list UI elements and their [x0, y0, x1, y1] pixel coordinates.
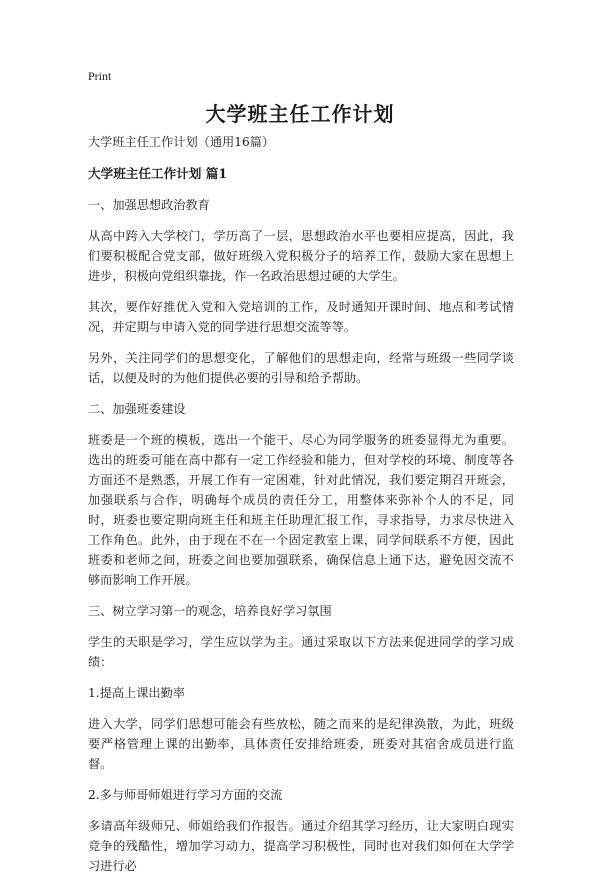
paragraph-3: 另外，关注同学们的思想变化，了解他们的思想走向，经常与班级一些同学谈话，以便及时的为他们提供必要的引导和给予帮助。: [88, 351, 514, 385]
section-title: 大学班主任工作计划 篇1: [88, 166, 228, 181]
subheading-2: 2.多与师哥师姐进行学习方面的交流: [88, 788, 283, 802]
subheading-1: 1.提高上课出勤率: [88, 686, 185, 700]
paragraph-7: 多请高年级师兄、师姐给我们作报告。通过介绍其学习经历，让大家明白现实竞争的残酷性，增加学习动力，提高学习积极性，同时也对我们如何在大学学习进行必: [88, 819, 514, 873]
section-heading-3: 三、树立学习第一的观念，培养良好学习氛围: [88, 604, 332, 618]
paragraph-1: 从高中跨入大学校门，学历高了一层，思想政治水平也要相应提高，因此，我们要积极配合党支部，做好班级入党积极分子的培养工作，鼓励大家在思想上进步，积极向党组织靠拢，作一名政治思想过硬的大学生。: [88, 229, 514, 283]
paragraph-6: 进入大学，同学们思想可能会有些放松，随之而来的是纪律涣散，为此，班级要严格管理上课的出勤率，具体责任安排给班委，班委对其宿舍成员进行监督。: [88, 717, 514, 771]
section-heading-1: 一、加强思想政治教育: [88, 198, 210, 212]
document-subtitle: 大学班主任工作计划（通用16篇）: [88, 135, 275, 149]
paragraph-2: 其次，要作好推优入党和入党培训的工作，及时通知开课时间、地点和考试情况，并定期与申请入党的同学进行思想交流等等。: [88, 300, 514, 334]
paragraph-4: 班委是一个班的模板，选出一个能干、尽心为同学服务的班委显得尤为重要。选出的班委可能在高中都有一定工作经验和能力，但对学校的环境、制度等各方面还不是熟悉，开展工作有一定困难，针对此情况，我们要定期召开班会，加强联系与合作，明确每个成员的责任分工，用整体来弥补个人的不足，同时，班委也要定期向班主任和班主任助理汇报工作，寻求指导，力求尽快进入工作角色。此外，由于现在不在一个固定教室上课，同学间联系不方便，因此班委和老师之间，班委之间也要加强联系，确保信息上通下达，避免因交流不够而影响工作开展。: [88, 433, 514, 587]
paragraph-5: 学生的天职是学习，学生应以学为主。通过采取以下方法来促进同学的学习成绩：: [88, 635, 514, 669]
section-heading-2: 二、加强班委建设: [88, 402, 186, 416]
print-label[interactable]: Print: [88, 69, 112, 83]
page-title: 大学班主任工作计划: [205, 102, 395, 126]
document-body: [88, 132, 514, 887]
